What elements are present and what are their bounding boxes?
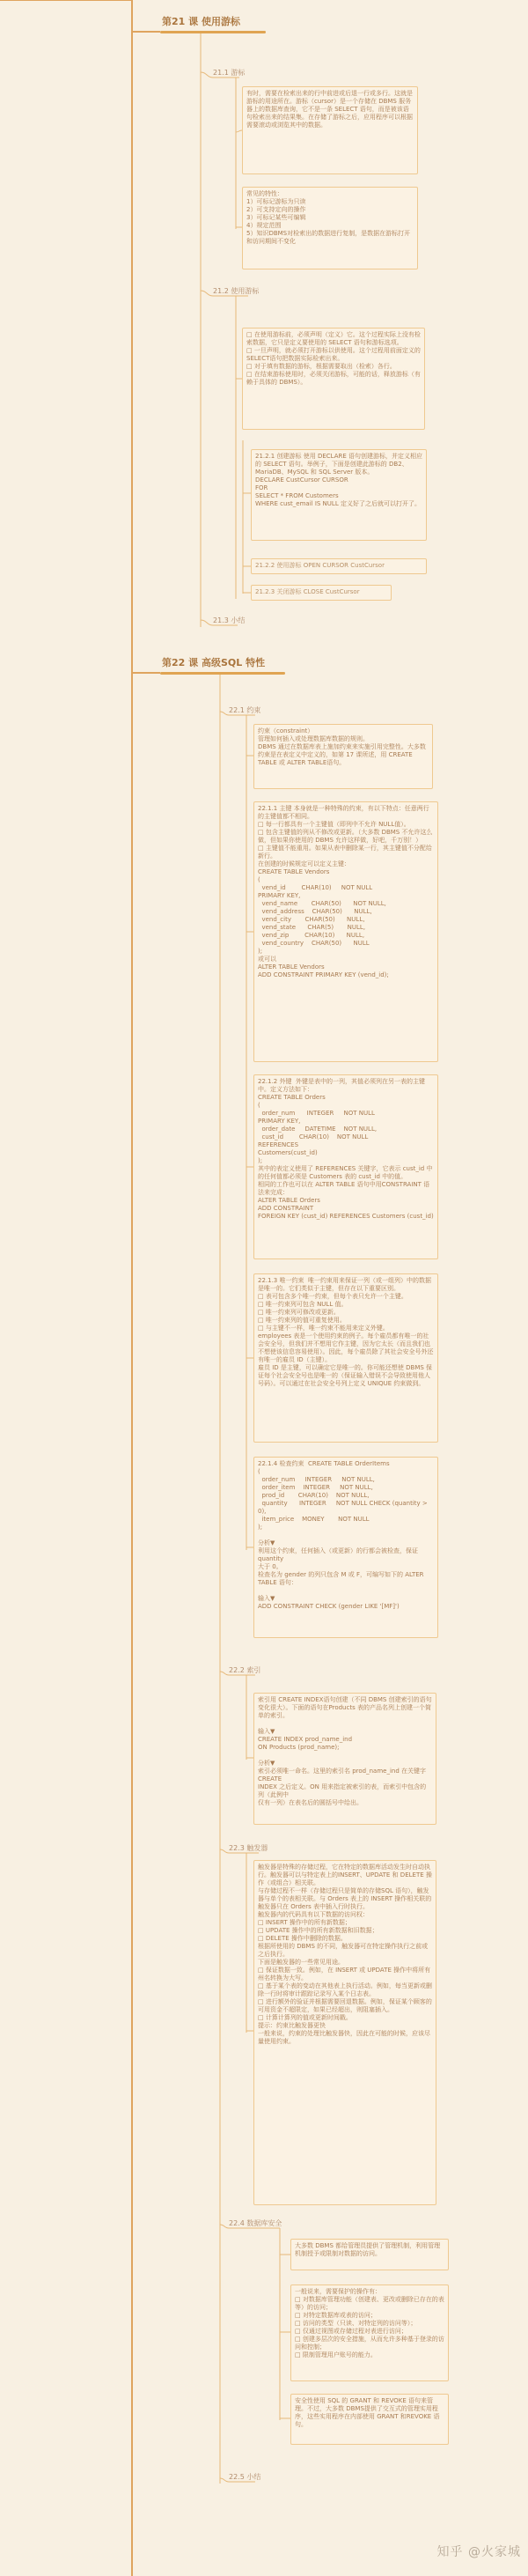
section-21-3-label[interactable]: 21.3 小结 [213,616,246,624]
note-22-1-1-primary-key: 22.1.1 主键 本身就是一种特殊的约束，有以下特点：任意两行的主键值都不相同。 □ 每一行都具有一个主键值（即列中不允许 NULL值）。 □ 包含主键值的列从不修改或更新。（大多数 DBMS 不允许这么做，但如果你使用的 DBMS 允许这样做，好吧，千万别！） □ 主键值不能重用。如果从表中删除某一行，其主键值不分配给新行。 在创建的时候规定可以定义主键： CREATE TABLE Vendors ( vend_id CHAR(10) NOT NULL PRIMARY KEY, vend_name CHAR(50) NOT NULL, vend_address CHAR(50) NULL, vend_city CHAR(50) NULL, vend_state CHAR(5) NULL, vend_zip CHAR(10) NULL, vend_country CHAR(50) NULL ); 或可以 ALTER TABLE Vendors ADD CONSTRAINT PRIMARY KEY (vend_id); [253,801,438,1062]
section-22-5-label[interactable]: 22.5 小结 [229,2473,261,2481]
ch22-section-link-3 [220,2225,229,2228]
note-21-1-cursor-intro: 有时，需要在检索出来的行中前进或后退一行或多行。这就是游标的用途所在。游标（cursor）是一个存储在 DBMS 服务器上的数据库查询，它不是一条 SELECT 语句，而是被该语句检索出来的结果集。在存储了游标之后，应用程序可以根据需要滚动或浏览其中的数据。 [242,86,418,174]
section-22-2-label[interactable]: 22.2 索引 [229,1666,261,1674]
ch21-section-link-1 [201,291,213,296]
note-22-4-security-intro: 大多数 DBMS 都给管理员提供了管理机制，利用管理机制授予或限制对数据的访问。 [290,2239,449,2270]
ch22-section-link-0 [220,712,229,715]
section-22-3-label[interactable]: 22.3 触发器 [229,1844,268,1852]
note-22-3-trigger: 触发器是特殊的存储过程，它在特定的数据库活动发生时自动执行。触发器可以与特定表上的INSERT、UPDATE 和 DELETE 操作（或组合）相关联。 与存储过程不一样（存储过程只是简单的存储SQL 语句），触发器与单个的表相关联。与 Orders 表上的 INSERT 操作相关联的触发器只在 Orders 表中插入行时执行。 触发器内的代码具有以下数据的访问权： □ INSERT 操作中的所有新数据； □ UPDATE 操作中的所有新数据和旧数据； □ DELETE 操作中删除的数据。 根据所使用的 DBMS 的不同，触发器可在特定操作执行之前或之后执行。 下面是触发器的一些常见用途。 □ 保证数据一致。例如，在 INSERT 或 UPDATE 操作中将所有州名转换为大写。 □ 基于某个表的变动在其他表上执行活动。例如，每当更新或删除一行时将审计跟踪记录写入某个日志表。 □ 进行额外的验证并根据需要回退数据。例如，保证某个顾客的可用资金不超限定，如果已经超出，则阻塞插入。 □ 计算计算列的值或更新时间戳。 提示：约束比触发器更快 一般来说，约束的处理比触发器快，因此在可能的时候，应该尽量使用约束。 [253,1860,436,2205]
section-22-1-label[interactable]: 22.1 约束 [229,706,261,714]
zhihu-watermark: 知乎 @火家城 [436,2545,521,2559]
note-21-2-2-use-cursor: 21.2.2 使用游标 OPEN CURSOR CustCursor [251,558,427,574]
sec21-1-note-link-0 [236,130,242,132]
section-22-4-label[interactable]: 22.4 数据库安全 [229,2219,282,2227]
section-21-1-label[interactable]: 21.1 游标 [213,69,246,77]
note-22-1-constraint-def: 约束（constraint） 管理如何插入或处理数据库数据的规则。 DBMS 通过在数据库表上施加约束来实施引用完整性。大多数约束是在表定义中定义的，如第 17 课所述，用 CREATE TABLE 或 ALTER TABLE语句。 [253,724,433,789]
trunk-to-chapter-21 [0,0,160,32]
note-21-2-3-close-cursor: 21.2.3 关闭游标 CLOSE CustCursor [251,585,392,601]
ch21-section-link-2 [201,620,213,625]
chapter-22-title[interactable]: 第22 课 高级SQL 特性 [162,657,266,668]
section-21-2-label[interactable]: 21.2 使用游标 [213,287,260,295]
ch21-section-link-0 [201,72,213,78]
chapter-21-title[interactable]: 第21 课 使用游标 [162,16,240,27]
note-21-1-cursor-features: 常见的特性： 1）可标记游标为只读 2）可支持定向的操作 3）可标记某些可编辑 4）规定范围 5）知识DBMS对检索出的数据进行复制，是数据在游标打开和访问期间不变化 [242,187,418,269]
ch22-section-link-1 [220,1672,229,1675]
note-22-1-2-foreign-key: 22.1.2 外键 外键是表中的一列，其值必须列在另一表的主键中。定义方法如下： CREATE TABLE Orders ( order_num INTEGER NOT NULL PRIMARY KEY, order_date DATETIME NOT NULL, cust_id CHAR(10) NOT NULL REFERENCES Customers(cust_id) ); 其中的表定义使用了 REFERENCES 关键字，它表示 cust_id 中的任何值都必须是 Customers 表的 cust_id 中的值。 相同的工作也可以在 ALTER TABLE 语句中用CONSTRAINT 语法来完成： ALTER TABLE Orders ADD CONSTRAINT FOREIGN KEY (cust_id) REFERENCES Customers (cust_id) [253,1074,438,1259]
trunk-to-chapter-22 [132,32,160,673]
note-22-4-grant-revoke: 安全性使用 SQL 的 GRANT 和 REVOKE 语句来管理。不过，大多数 DBMS提供了交互式的管理实用程序，这些实用程序在内部使用 GRANT 和REVOKE 语句。 [290,2394,449,2445]
chapter-22-underline [160,672,285,675]
note-22-1-3-unique-constraint: 22.1.3 唯一约束 唯一约束用来保证一列（或一组列）中的数据是唯一的。它们类似于主键，但存在以下重要区别。 □ 表可包含多个唯一约束，但每个表只允许一个主键。 □ 唯一约束列可包含 NULL 值。 □ 唯一约束列可修改或更新。 □ 唯一约束列的值可重复使用。 □ 与主键不一样，唯一约束不能用来定义外键。 employees 表是一个使用约束的例子。每个雇员都有唯一的社会安全号，但我们并不想用它作主键，因为它太长（而且我们也不想使该信息容易使用）。因此，每个雇员除了其社会安全号外还有唯一的雇员 ID（主键）。 雇员 ID 是主键，可以确定它是唯一的。你可能还想使 DBMS 保证每个社会安全号也是唯一的（保证输入错误不会导致使用他人号码）。可以通过在社会安全号列上定义 UNIQUE 约束做到。 [253,1273,438,1443]
note-22-2-index: 索引用 CREATE INDEX语句创建（不同 DBMS 创建索引的语句变化很大）。下面的语句在Products 表的产品名列上创建一个简单的索引。 输入▼ CREATE INDEX prod_name_ind ON Products (prod_name); 分析▼ 索引必须唯一命名。这里的索引名 prod_name_ind 在关键字 CREATE INDEX 之后定义。ON 用来指定被索引的表，而索引中包含的列（此例中 仅有一列）在表名后的圆括号中给出。 [253,1693,436,1825]
note-21-2-1-create-cursor: 21.2.1 创建游标 使用 DECLARE 语句创建游标，并定义相应的 SELECT 语句。举例子，下面是创建此游标的 DB2、MariaDB、MySQL 和 SQL Server 版本。 DECLARE CustCursor CURSOR FOR SELECT * FROM Customers WHERE cust_email IS NULL 定义好了之后就可以打开了。 [251,449,427,541]
note-22-1-4-check-constraint: 22.1.4 检查约束 CREATE TABLE OrderItems ( order_num INTEGER NOT NULL, order_item INTEGER NOT NULL, prod_id CHAR(10) NOT NULL, quantity INTEGER NOT NULL CHECK (quantity > 0), item_price MONEY NOT NULL ); 分析▼ 利用这个约束，任何插入（或更新）的行都会被检查，保证 quantity 大于 0。 检查名为 gender 的列只包含 M 或 F，可编写如下的 ALTER TABLE 语句： 输入▼ ADD CONSTRAINT CHECK (gender LIKE '[MF]') [253,1457,438,1638]
chapter-21-underline [160,31,266,33]
ch22-section-link-4 [220,2478,229,2482]
note-21-2-steps: □ 在使用游标前，必须声明（定义）它。这个过程实际上没有检索数据，它只是定义要使用的 SELECT 语句和游标选项。 □ 一旦声明，就必须打开游标以供使用。这个过程用前面定义的 SELECT语句把数据实际检索出来。 □ 对于填有数据的游标，根据需要取出（检索）各行。 □ 在结束游标使用时，必须关闭游标，可能的话，释放游标（有赖于具体的 DBMS）。 [242,328,425,430]
ch22-section-link-2 [220,1849,229,1853]
note-22-4-protected-operations: 一般说来，需要保护的操作有： □ 对数据库管理功能（创建表、更改或删除已存在的表等）的访问； □ 对特定数据库或表的访问； □ 访问的类型（只读、对特定列的访问等）； □ 仅通过视图或存储过程对表进行访问； □ 创建多层次的安全措施，从而允许多种基于登录的访问和控制； □ 限制管理用户账号的能力。 [290,2284,449,2381]
